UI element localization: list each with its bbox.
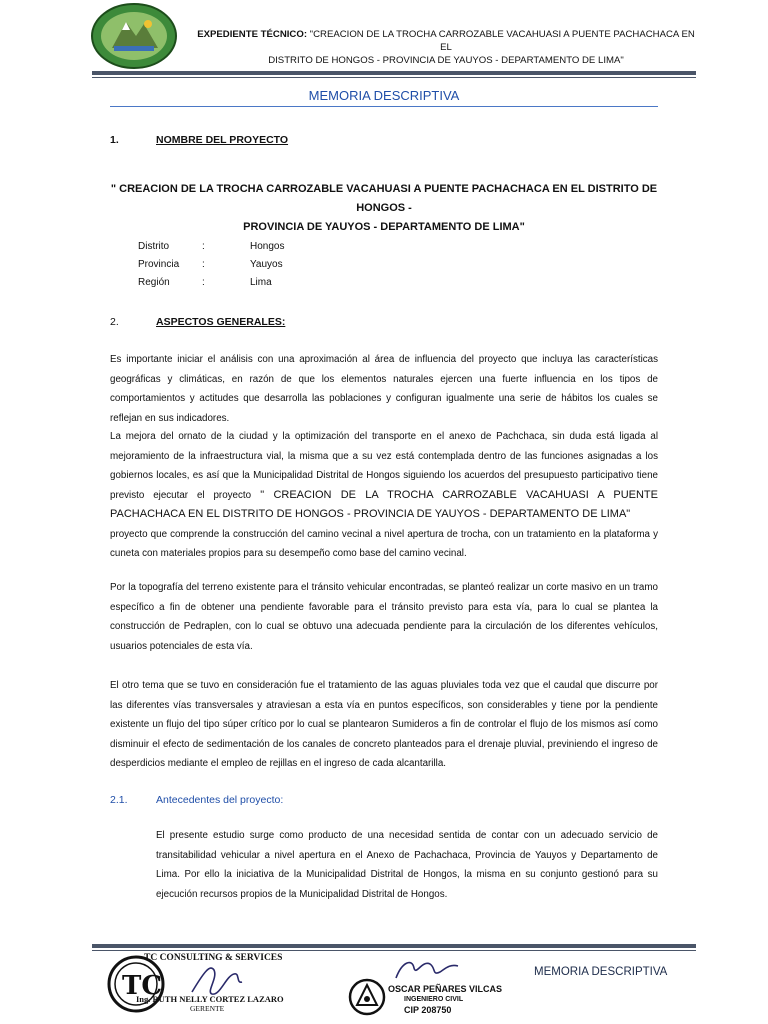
section1-title: NOMBRE DEL PROYECTO: [156, 134, 289, 146]
header-rule: [92, 71, 696, 75]
section21-number: 2.1.: [110, 794, 128, 806]
field-values: [250, 238, 284, 292]
section2-number: 2.: [110, 316, 119, 328]
paragraph-2b: " CREACION DE LA TROCHA CARROZABLE VACAHUASI A PUENTE PACHACHACA EN EL DISTRITO DE HONGOS - PROVINCIA DE YAUYOS - DEPARTAMENTO DE LIMA": [110, 488, 658, 520]
paragraph-2a: La mejora del ornato de la ciudad y la optimización del transporte en el anexo de Pachchaca, sin duda está ligada al mejoramiento de la infraestructura vial, la misma que a su vez está contemplada dentro de las funciones asignadas a los gobiernos locales, es así que la Municipalidad Distrital de Hongos siguiendo los acuerdos del presupuesto participativo tiene previsto ejecutar el proyecto: [110, 431, 658, 501]
header-title: [196, 28, 696, 67]
signer2-role: INGENIERO CIVIL: [404, 996, 464, 1003]
header-title-label: EXPEDIENTE TÉCNICO:: [197, 29, 308, 40]
field-value: Hongos: [250, 241, 285, 252]
section21-title: Antecedentes del proyecto:: [156, 794, 284, 806]
paragraph-1: Es importante iniciar el análisis con una aproximación al área de influencia del proyecto que incluya las características geográficas y climáticas, en razón de que los elementos naturales ejercen una fuerte influencia en los tipos de comportamientos y actitudes que desarrolla las poblaciones y configuran igualmente una serie de hábitos los cuales se reflejan en sus indicadores.: [110, 354, 658, 424]
header-title-line1: "CREACION DE LA TROCHA CARROZABLE VACAHUASI A PUENTE PACHACHACA EN EL: [307, 29, 695, 53]
signature-1: [186, 962, 246, 998]
paragraph-3: Por la topografía del terreno existente para el tránsito vehicular encontradas, se planteó realizar un corte masivo en un tramo específico a fin de obtener una pendiente favorable para el tránsito previsto para esta vía, para lo cual se plantea la construcción de Pedraplen, con lo cual se obtuvo una adecuada pendiente para la circulación de los diferentes vehículos, usuarios potenciales de esta vía.: [110, 582, 658, 652]
field-value: Lima: [250, 277, 272, 288]
section1-number: 1.: [110, 134, 119, 146]
project-name-line1: " CREACION DE LA TROCHA CARROZABLE VACAHUASI A PUENTE PACHACHACA EN EL DISTRITO DE HONGOS -: [110, 183, 658, 214]
field-separator: :: [202, 259, 205, 270]
footer-document-title: MEMORIA DESCRIPTIVA: [534, 966, 668, 978]
document-title: MEMORIA DESCRIPTIVA: [308, 88, 460, 103]
project-name: [110, 180, 658, 237]
footer-rule-thin: [92, 950, 696, 951]
signer1-role: GERENTE: [190, 1004, 225, 1013]
company-name: TC CONSULTING & SERVICES: [144, 953, 283, 963]
field-value: Yauyos: [250, 259, 283, 270]
signer1-name: Ing. RUTH NELLY CORTEZ LAZARO: [136, 994, 284, 1004]
signer2-cip: CIP 208750: [404, 1005, 452, 1015]
section2-title: ASPECTOS GENERALES:: [156, 316, 286, 328]
field-label: Región: [138, 277, 170, 288]
signer2-name: OSCAR PEÑARES VILCAS: [388, 984, 503, 994]
municipality-logo: [90, 2, 178, 70]
svg-text:TC: TC: [122, 971, 163, 1001]
engineer-seal: [348, 978, 386, 1016]
field-label: Distrito: [138, 241, 170, 252]
footer-rule: [92, 944, 696, 948]
header-title-line2: DISTRITO DE HONGOS - PROVINCIA DE YAUYOS - DEPARTAMENTO DE LIMA": [268, 55, 624, 66]
field-labels: [138, 238, 179, 292]
field-separator: :: [202, 241, 205, 252]
header-rule-thin: [92, 77, 696, 78]
tc-consulting-logo: [106, 954, 166, 1014]
project-name-line2: PROVINCIA DE YAUYOS - DEPARTAMENTO DE LIMA": [243, 221, 525, 233]
title-underline: [110, 106, 658, 107]
field-label: Provincia: [138, 259, 180, 270]
paragraph-2c: proyecto que comprende la construcción del camino vecinal a nivel apertura de trocha, con un tratamiento en la plataforma y cuneta con materiales propios para su desempeño como base del camino vecinal.: [110, 528, 658, 559]
paragraph-2: [110, 427, 658, 564]
field-separator: :: [202, 277, 205, 288]
paragraph-4: El otro tema que se tuvo en consideración fue el tratamiento de las aguas pluviales toda vez que el caudal que discurre por las diferentes vías transversales y atraviesan a esta vía en puntos específicos, son considerables y tiene por la pendiente existente un flujo del tipo súper crítico por lo cual se plantearon Sumideros a fin de controlar el flujo de los mismos así como disminuir el efecto de sedimentación de los canales de concreto planteados para el drenaje pluvial, previniendo el ingreso de desperdicios mediante el empleo de rejillas en el ingreso de cada alcantarilla.: [110, 680, 658, 769]
field-separators: [202, 238, 205, 292]
signature-2: [392, 954, 462, 984]
paragraph-5: El presente estudio surge como producto de una necesidad sentida de contar con un adecuado servicio de transitabilidad vehicular a nivel apertura en el Anexo de Pachachaca, Provincia de Yauyos y Departamento de Lima. Por ello la iniciativa de la Municipalidad Distrital de Hongos, la misma en su conjunto gestionó para su ejecución recursos propios de la Municipalidad Distrital de Hongos.: [156, 830, 658, 900]
